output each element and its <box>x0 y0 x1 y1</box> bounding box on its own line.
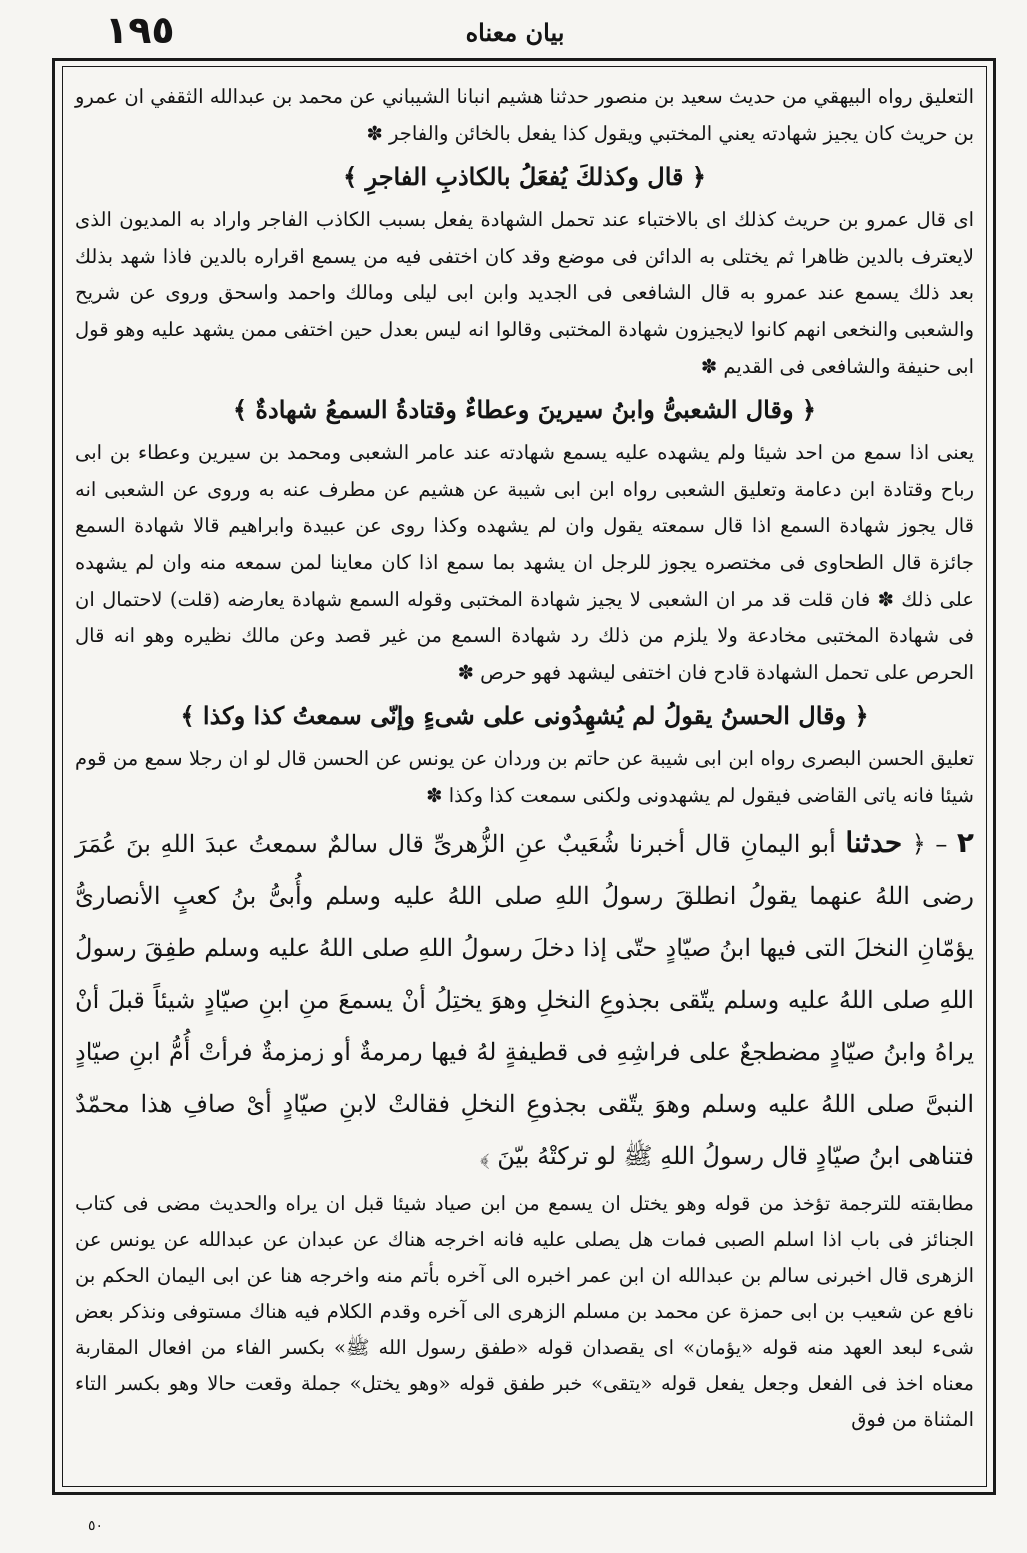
footer-mark: ٥٠ <box>88 1518 104 1534</box>
page-content <box>75 79 974 1476</box>
commentary-paragraph: تعليق الحسن البصرى رواه ابن ابى شيبة عن حاتم بن وردان عن يونس عن الحسن قال لو ان رجلا سمع من قوم شيئا فانه ياتى القاضى فيقول لم يشهدونى ولكنى سمعت كذا وكذا ✽ <box>75 747 974 807</box>
quoted-heading: ﴿ وقال الشعبىُّ وابنُ سيرينَ وعطاءٌ وقتادةُ السمعُ شهادةٌ ﴾ <box>233 395 816 425</box>
quoted-heading: ﴿ وقال الحسنُ يقولُ لم يُشهِدُونى على شىءٍ وإنّى سمعتُ كذا وكذا ﴾ <box>180 701 869 731</box>
page-border-inner <box>62 66 987 1487</box>
page-header <box>50 8 980 56</box>
hadith-opening: حدثنا <box>845 825 903 859</box>
hadith-number: ٢ <box>956 825 974 859</box>
commentary-paragraph: التعليق رواه البيهقي من حديث سعيد بن منصور حدثنا هشيم انبانا الشيباني عن محمد بن عبدالله الثقفي ان عمرو بن حريث كان يجيز شهادته يعني المختبي ويقول كذا يفعل بالخائن والفاجر ✽ <box>75 85 974 145</box>
commentary-paragraph: يعنى اذا سمع من احد شيئا ولم يشهده عليه يسمع شهادته عند عامر الشعبى ومحمد بن سيرين وعطاء بن ابى رباح وقتادة ابن دعامة وتعليق الشعبى رواه ابن ابى شيبة عن هشيم عن مطرف عنه به وروى عن الشعبى انه قال يجوز شهادة السمع اذا قال سمعته يقول وان لم يشهده وكذا روى عن عبيدة وابراهيم قالا شهادة السمع جائزة قال الطحاوى فى مختصره يجوز للرجل ان يشهد بما سمع اذا كان معاينا لمن سمعه منه وان لم يشهده على ذلك ✽ فان قلت قد مر ان الشعبى لا يجيز شهادة المختبى وقوله السمع شهادة يعارضه (قلت) لاحتمال ان فى شهادة المختبى مخادعة ولا يلزم من ذلك رد شهادة السمع من غير قصد وعن مالك نظيره وهو انه قال الحرص على تحمل الشهادة قادح فان اختفى ليشهد فهو حرص ✽ <box>75 441 974 684</box>
hadith-text: ٢ – ﴿ حدثنا أبو اليمانِ قال أخبرنا شُعَيبٌ عنِ الزُّهرىِّ قال سالمٌ سمعتُ عبدَ اللهِ بنَ عُمَرَ رضى اللهُ عنهما يقولُ انطلقَ رسولُ اللهِ صلى اللهُ عليه وسلم وأُبىُّ بنُ كعبٍ الأنصارىُّ يؤمّانِ النخلَ التى فيها ابنُ صيّادٍ حتّى إذا دخلَ رسولُ اللهِ صلى اللهُ عليه وسلم طفِقَ رسولُ اللهِ صلى اللهُ عليه وسلم يتّقى بجذوعِ النخلِ وهوَ يختِلُ أنْ يسمعَ منِ ابنِ صيّادٍ شيئاً قبلَ أنْ يراهُ وابنُ صيّادٍ مضطجعٌ على فراشِهِ فى قطيفةٍ لهُ فيها رمرمةٌ أو زمزمةٌ فرأتْ أُمُّ ابنِ صيّادٍ النبىَّ صلى اللهُ عليه وسلم وهوَ يتّقى بجذوعِ النخلِ فقالتْ لابنِ صيّادٍ أىْ صافِ هذا محمّدٌ فتناهى ابنُ صيّادٍ قال رسولُ اللهِ ﷺ لو تركتْهُ بيّنَ ﴾ <box>75 825 975 1170</box>
page-number: ١٩٥ <box>105 8 175 52</box>
quoted-heading: ﴿ قال وكذلكَ يُفعَلُ بالكاذبِ الفاجرِ ﴾ <box>343 162 706 192</box>
hadith-body: أبو اليمانِ قال أخبرنا شُعَيبٌ عنِ الزُّهرىِّ قال سالمٌ سمعتُ عبدَ اللهِ بنَ عُمَرَ رضى اللهُ عنهما يقولُ انطلقَ رسولُ اللهِ صلى اللهُ عليه وسلم وأُبىُّ بنُ كعبٍ الأنصارىُّ يؤمّانِ النخلَ التى فيها ابنُ صيّادٍ حتّى إذا دخلَ رسولُ اللهِ صلى اللهُ عليه وسلم طفِقَ رسولُ اللهِ صلى اللهُ عليه وسلم يتّقى بجذوعِ النخلِ وهوَ يختِلُ أنْ يسمعَ منِ ابنِ صيّادٍ شيئاً قبلَ أنْ يراهُ وابنُ صيّادٍ مضطجعٌ على فراشِهِ فى قطيفةٍ لهُ فيها رمرمةٌ أو زمزمةٌ فرأتْ أُمُّ ابنِ صيّادٍ النبىَّ صلى اللهُ عليه وسلم وهوَ يتّقى بجذوعِ النخلِ فقالتْ لابنِ صيّادٍ أىْ صافِ هذا محمّدٌ فتناهى ابنُ صيّادٍ قال رسولُ اللهِ ﷺ لو تركتْهُ بيّنَ ﴾ <box>75 829 975 1170</box>
commentary-paragraph: اى قال عمرو بن حريث كذلك اى بالاختباء عند تحمل الشهادة يفعل بسبب الكاذب الفاجر واراد به المديون الذى لايعترف بالدين ظاهرا ثم يختلى به الدائن فى موضع وقد كان اختفى فيه من يسمع اقراره بالدين فاذا شهد بذلك بعد ذلك يسمع عند عمرو به قال الشافعى فى الجديد وابن ابى ليلى ومالك واحمد واسحق وروى عن شريح والشعبى والنخعى انهم كانوا لايجيزون شهادة المختبى وقالوا انه ليس بعدل حين اختفى ممن يشهد عليه وهو قول ابى حنيفة والشافعى فى القديم ✽ <box>75 208 974 378</box>
commentary-paragraph: مطابقته للترجمة تؤخذ من قوله وهو يختل ان يسمع من ابن صياد شيئا قبل ان يراه والحديث مضى فى كتاب الجنائز فى باب اذا اسلم الصبى فمات هل يصلى عليه فانه اخرجه هناك عن عبدان عن عبدالله عن يونس عن الزهرى قال اخبرنى سالم بن عبدالله ان ابن عمر اخبره الى آخره بأتم منه واخرجه هنا عن ابى اليمان الحكم بن نافع عن شعيب بن ابى حمزة عن محمد بن مسلم الزهرى الى آخره وقدم الكلام فيه هناك مستوفى ونذكر بعض شىء لبعد العهد منه قوله «يؤمان» اى يقصدان قوله «طفق رسول الله ﷺ» بكسر الفاء من افعال المقاربة معناه اخذ فى الفعل وجعل يفعل قوله «يتقى» خبر طفق قوله «وهو يختل» جملة وقعت حالا وهو بكسر التاء المثناة من فوق <box>75 1191 974 1431</box>
running-title: بیان معناه <box>465 18 565 47</box>
